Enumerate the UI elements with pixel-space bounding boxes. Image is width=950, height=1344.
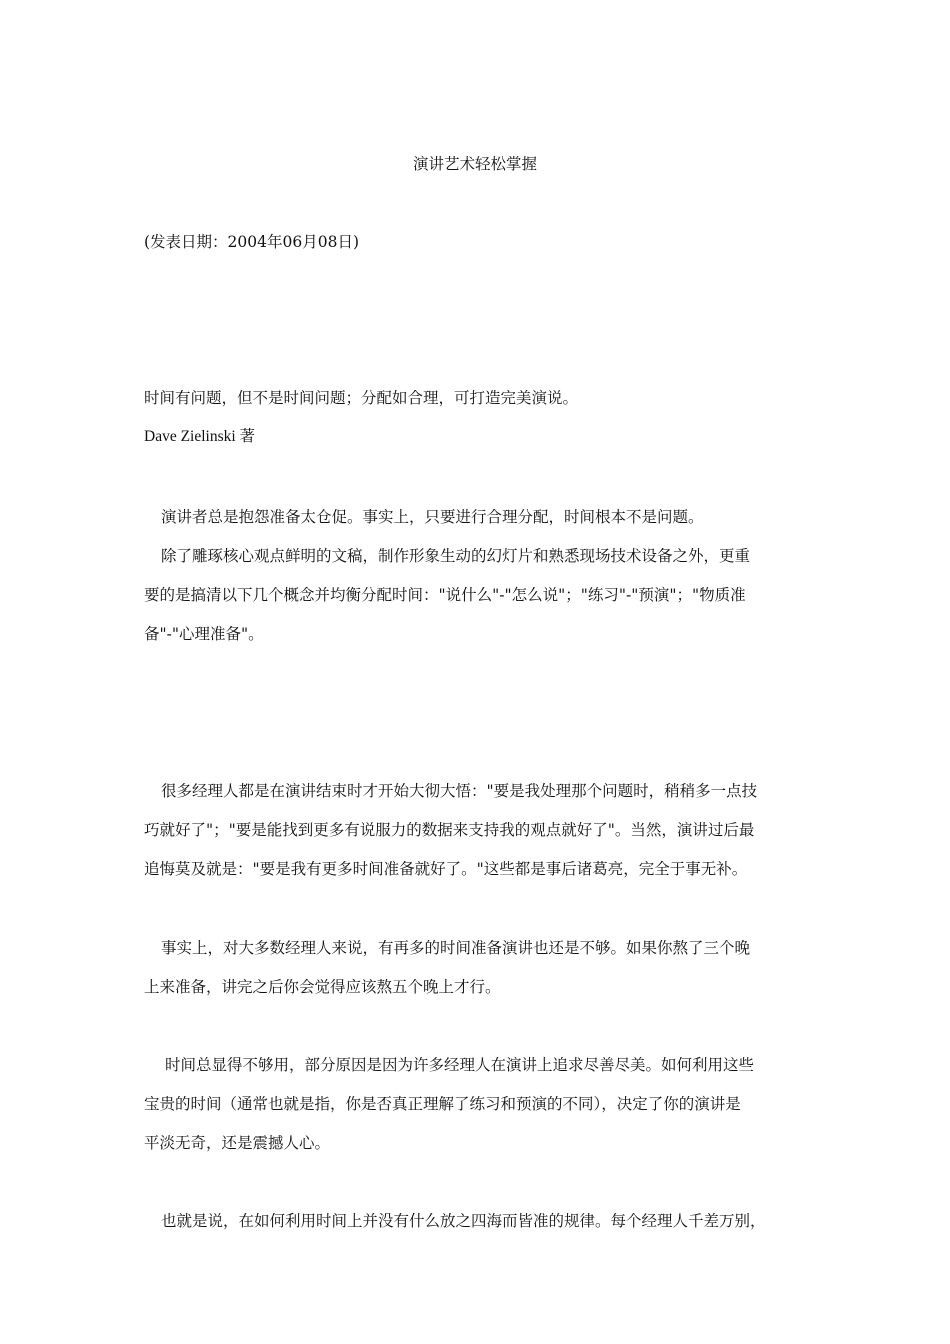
paragraph-5-line-2: 宝贵的时间（通常也就是指，你是否真正理解了练习和预演的不同），决定了你的演讲是: [144, 1095, 741, 1113]
subtitle: 时间有问题，但不是时间问题；分配如合理，可打造完美演说。: [144, 389, 579, 407]
paragraph-2-line-3: 备"-"心理准备"。: [144, 625, 264, 643]
paragraph-2-line-2: 要的是搞清以下几个概念并均衡分配时间："说什么"-"怎么说"；"练习"-"预演"；"物质准: [144, 586, 746, 604]
paragraph-3-line-3: 追悔莫及就是："要是我有更多时间准备就好了。"这些都是事后诸葛亮，完全于事无补。: [144, 860, 748, 878]
author-line: Dave Zielinski 著: [144, 428, 256, 445]
page-title: 演讲艺术轻松掌握: [412, 155, 537, 173]
paragraph-4-line-2: 上来准备，讲完之后你会觉得应该熬五个晚上才行。: [144, 978, 501, 996]
paragraph-5-line-1: 时间总显得不够用，部分原因是因为许多经理人在演讲上追求尽善尽美。如何利用这些: [165, 1056, 755, 1074]
paragraph-2-line-1: 除了雕琢核心观点鲜明的文稿，制作形象生动的幻灯片和熟悉现场技术设备之外，更重: [161, 547, 751, 565]
paragraph-1-line-1: 演讲者总是抱怨准备太仓促。事实上，只要进行合理分配，时间根本不是问题。: [161, 508, 704, 526]
paragraph-5-line-3: 平淡无奇，还是震撼人心。: [144, 1134, 331, 1152]
publish-date: (发表日期：2004年06月08日): [144, 233, 359, 251]
paragraph-6-line-1: 也就是说，在如何利用时间上并没有什么放之四海而皆准的规律。每个经理人千差万别，: [161, 1212, 766, 1230]
paragraph-4-line-1: 事实上，对大多数经理人来说，有再多的时间准备演讲也还是不够。如果你熬了三个晚: [161, 939, 751, 957]
paragraph-3-line-2: 巧就好了"；"要是能找到更多有说服力的数据来支持我的观点就好了"。当然，演讲过后最: [144, 821, 755, 839]
paragraph-3-line-1: 很多经理人都是在演讲结束时才开始大彻大悟："要是我处理那个问题时，稍稍多一点技: [161, 782, 758, 800]
